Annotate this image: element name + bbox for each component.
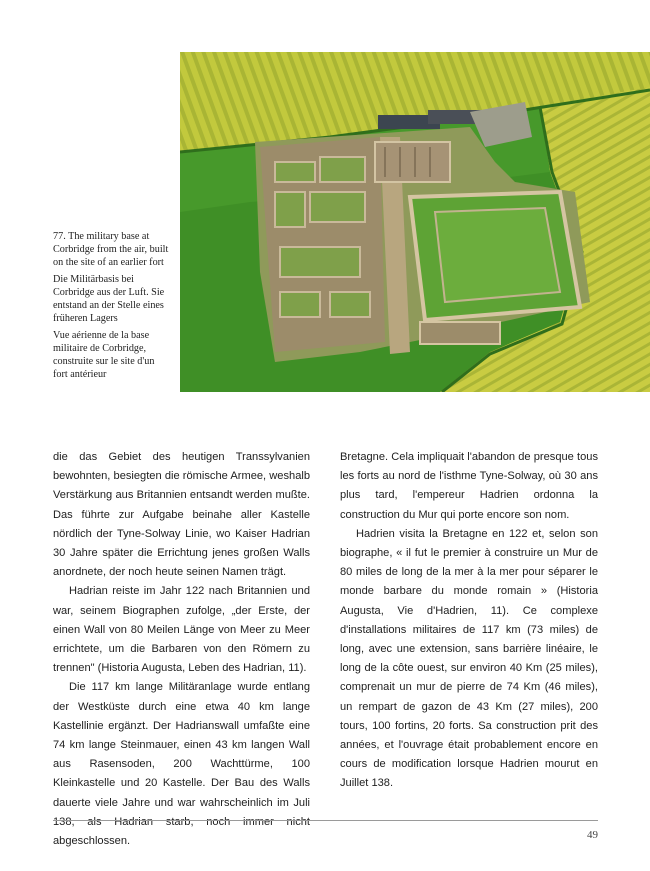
caption-english: 77. The military base at Corbridge from the air, built on the site of an earlier fort <box>53 231 169 268</box>
caption-german: Die Militärbasis bei Corbridge aus der Luft. Sie entstand an der Stelle eines früheren Lagers <box>53 274 165 324</box>
footer-rule <box>53 820 598 821</box>
figure-caption <box>53 230 171 385</box>
caption-french: Vue aérienne de la base militaire de Corbridge, construite sur le site d'un fort antérieur <box>53 330 155 380</box>
paragraph: die das Gebiet des heutigen Transsylvanien bewohnten, besiegten die römische Armee, weshalb Verstärkung aus Britannien entsandt werden mußte. Das führte zur Aufgabe beinahe aller Kastelle nördlich der Tyne-Solway Linie, wo Kaiser Hadrian 30 Jahre später die Errichtung jenes großen Walls anordnete, der noch heute seinen Namen trägt. <box>53 451 310 579</box>
paragraph: Hadrien visita la Bretagne en 122 et, selon son biographe, « il fut le premier à construire un Mur de 80 miles de long de la mer à la mer pour séparer le monde barbare du monde romain » (Historia Augusta, Vie d'Hadrien, 11). Ce complexe d'installations militaires de 117 km (73 miles) de long, avec une extension, sans barrière linéaire, le long de la côte ouest, sur environ 40 Km (25 miles), comprenait un mur de pierre de 74 Km (46 miles), un rempart de gazon de 43 Km (27 miles), 200 tours, 100 fortins, 20 forts. Sa construction prit des années, et l'ouvrage était probablement encore en cours de modification lorsque Hadrien mourut en Juillet 138. <box>340 527 598 790</box>
page-number: 49 <box>587 829 598 841</box>
paragraph: Hadrian reiste im Jahr 122 nach Britannien und war, seinem Biographen zufolge, „der Erste, der einen Wall von 80 Meilen Länge von Meer zu Meer errichtete, um die Barbaren von den Römern zu trennen" (Historia Augusta, Leben des Hadrian, 11). <box>53 585 310 675</box>
french-text-column <box>340 448 598 794</box>
paragraph: Bretagne. Cela impliquait l'abandon de presque tous les forts au nord de l'isthme Tyne-Solway, où 30 ans plus tard, l'empereur Hadrien ordonna la construction du Mur qui porte encore son nom. <box>340 451 598 521</box>
paragraph: Die 117 km lange Militäranlage wurde entlang der Westküste durch eine etwa 40 km lange Kastellinie ergänzt. Der Hadrianswall umfaßte eine 74 km lange Steinmauer, einen 43 km langen Wall aus Rasensoden, 200 Wachttürme, 100 Kleinkastelle und 20 Kastelle. Der Bau des Walls dauerte viele Jahre und war wahrscheinlich im Juli 138, als Hadrian starb, noch immer nicht abgeschlossen. <box>53 681 310 848</box>
german-text-column <box>53 448 310 851</box>
aerial-photo-corbridge <box>180 52 650 392</box>
